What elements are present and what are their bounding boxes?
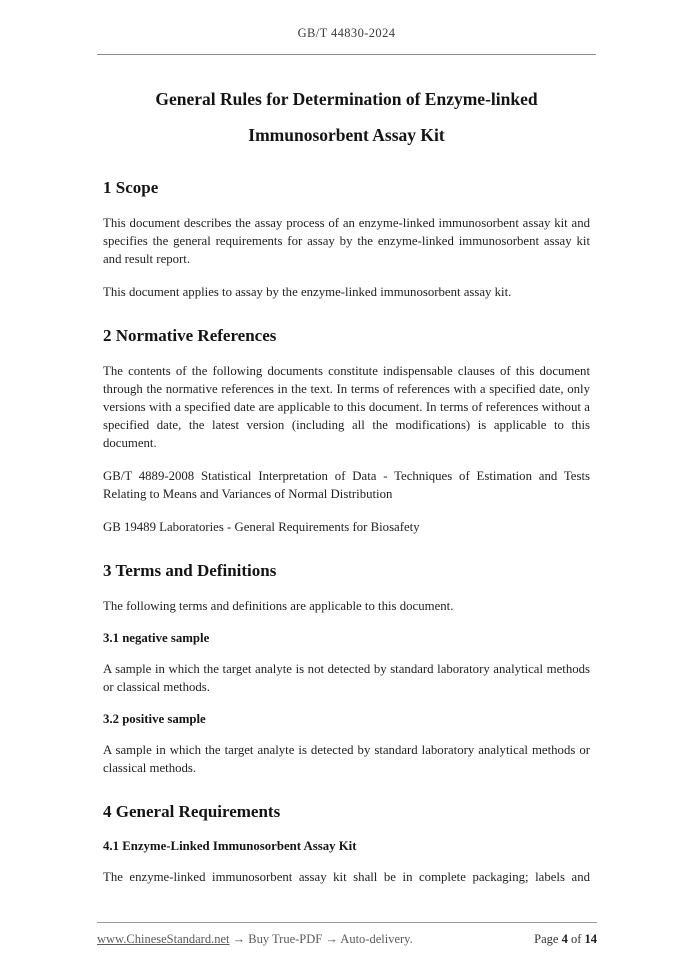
header-divider: [97, 54, 596, 55]
document-title: [103, 81, 590, 153]
current-page-number: 4: [561, 932, 568, 946]
footer-source: [97, 932, 413, 947]
section-1-paragraph-2: This document applies to assay by the enzyme-linked immunosorbent assay kit.: [103, 285, 512, 299]
subsection-3-1-heading: 3.1 negative sample: [103, 631, 210, 645]
document-title-line2: Immunosorbent Assay Kit: [248, 125, 445, 145]
section-2-heading: 2 Normative References: [103, 326, 277, 345]
section-4-heading: 4 General Requirements: [103, 802, 281, 821]
page-number-indicator: [534, 932, 597, 947]
standard-number: GB/T 44830-2024: [297, 26, 396, 40]
section-3-paragraph-1: The following terms and definitions are applicable to this document.: [103, 599, 454, 613]
page-label: Page: [534, 932, 559, 946]
document-title-line1: General Rules for Determination of Enzyme-linked: [155, 89, 538, 109]
section-2-paragraph-1: The contents of the following documents constitute indispensable clauses of this document through the normative references in the text. In terms of references with a specified date, only versions with a specified date are applicable to this document. In terms of references without a specified date, the latest version (including all the modifications) is applicable to this document.: [103, 364, 590, 450]
chinesestandard-link[interactable]: www.ChineseStandard.net: [97, 932, 230, 946]
section-1-heading: 1 Scope: [103, 178, 159, 197]
subsection-3-2-heading: 3.2 positive sample: [103, 712, 206, 726]
section-2-reference-2: GB 19489 Laboratories - General Requirements for Biosafety: [103, 520, 420, 534]
subsection-4-1-paragraph: The enzyme-linked immunosorbent assay kit shall be in complete packaging; labels and: [103, 870, 590, 884]
section-1-paragraph-1: This document describes the assay process of an enzyme-linked immunosorbent assay kit and specifies the general requirements for assay by the enzyme-linked immunosorbent assay kit and result report.: [103, 216, 590, 266]
section-3-heading: 3 Terms and Definitions: [103, 561, 277, 580]
section-2-reference-1: GB/T 4889-2008 Statistical Interpretation of Data - Techniques of Estimation and Tests Relating to Means and Variances of Normal Distribution: [103, 469, 590, 501]
subsection-3-1-paragraph: A sample in which the target analyte is not detected by standard laboratory analytical methods or classical methods.: [103, 662, 590, 694]
document-body: [0, 81, 693, 886]
of-label: of: [570, 932, 582, 946]
page-header: [0, 0, 693, 55]
page-footer: [97, 922, 597, 947]
footer-delivery-text: → Buy True-PDF → Auto-delivery.: [229, 932, 413, 946]
subsection-3-2-paragraph: A sample in which the target analyte is detected by standard laboratory analytical methods or classical methods.: [103, 743, 590, 775]
total-page-number: 14: [584, 932, 597, 946]
subsection-4-1-heading: 4.1 Enzyme-Linked Immunosorbent Assay Kit: [103, 839, 357, 853]
